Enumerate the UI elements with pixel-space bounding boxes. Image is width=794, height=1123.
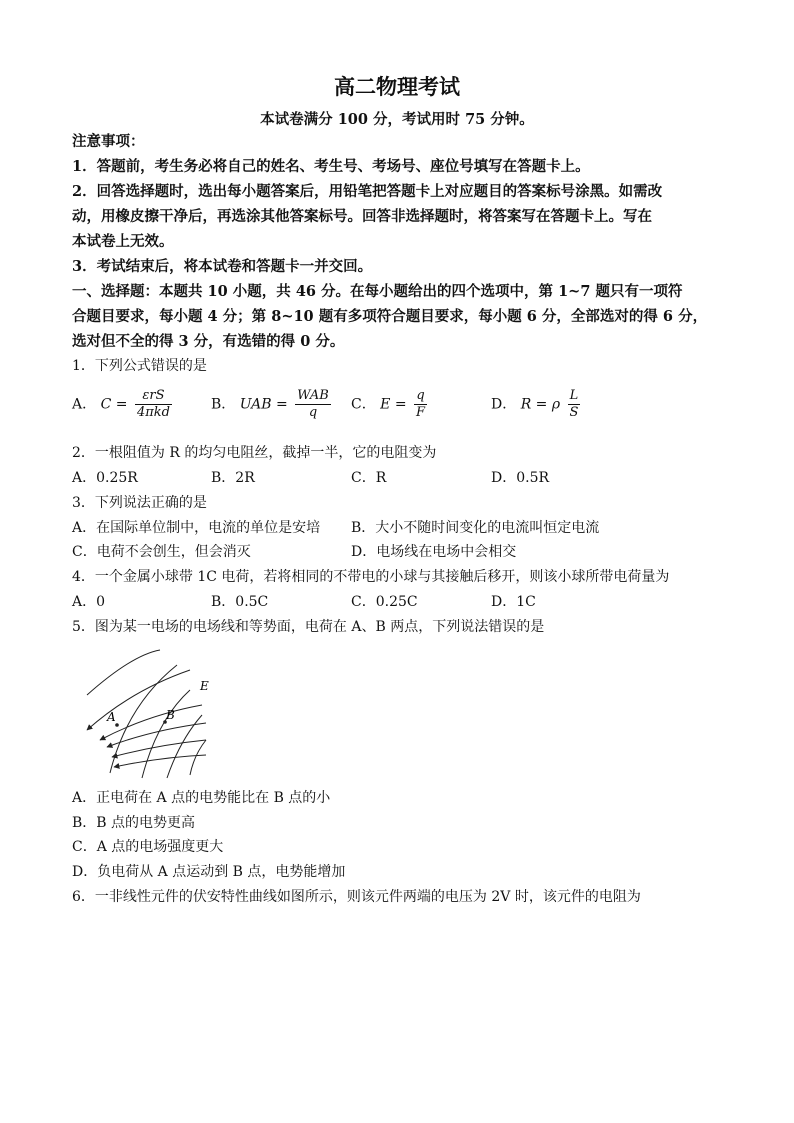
exam-subtitle: 本试卷满分 100 分，考试用时 75 分钟。 <box>260 111 534 128</box>
equipotential-line <box>190 740 206 775</box>
option-b: B．0.5C <box>211 594 269 610</box>
option-a: A．正电荷在 A 点的电势能比在 B 点的小 <box>72 790 331 806</box>
question-stem: 4．一个金属小球带 1C 电荷，若将相同的不带电的小球与其接触后移开，则该小球所带电荷量为 <box>72 569 670 585</box>
formula-lhs: C = <box>100 396 128 413</box>
field-line <box>112 740 206 757</box>
notice-item: 本试卷上无效。 <box>72 233 174 250</box>
option-d: D．电场线在电场中会相交 <box>351 544 517 560</box>
label-a: A <box>107 710 116 724</box>
equipotential-line <box>87 650 160 695</box>
notice-item: 2．回答选择题时，选出每小题答案后，用铅笔把答题卡上对应题目的答案标号涂黑。如需改 <box>72 183 663 200</box>
question-stem: 2．一根阻值为 R 的均匀电阻丝，截掉一半，它的电阻变为 <box>72 445 437 461</box>
formula-fraction: $\frac{\text{WAB}}{q}$ <box>297 388 329 420</box>
question-stem: 3．下列说法正确的是 <box>72 495 207 511</box>
option-a: A．0 <box>72 594 106 610</box>
formula-fraction: $\frac{\text{εrS}}{\text{4πkd}}$ <box>136 388 170 420</box>
option-c: C．0.25C <box>351 594 418 610</box>
question-stem: 1．下列公式错误的是 <box>72 358 207 374</box>
option-b: B．B 点的电势更高 <box>72 815 196 831</box>
option-c: C． E = $\frac{q}{F}$ <box>351 388 426 420</box>
option-b: B．大小不随时间变化的电流叫恒定电流 <box>351 520 600 536</box>
option-d: D．0.5R <box>491 470 550 486</box>
option-a: A．在国际单位制中，电流的单位是安培 <box>72 520 321 536</box>
electric-field-figure <box>72 645 232 780</box>
formula-lhs: E = <box>380 396 407 413</box>
section-instructions: 选对但不全的得 3 分，有选错的得 0 分。 <box>72 333 345 350</box>
option-a: A．0.25R <box>72 470 138 486</box>
notice-heading: 注意事项： <box>72 133 145 150</box>
section-instructions: 一、选择题：本题共 10 小题，共 46 分。在每小题给出的四个选项中，第 1~7 题只有一项符 <box>72 283 683 300</box>
field-line <box>107 723 206 747</box>
notice-item: 3．考试结束后，将本试卷和答题卡一并交回。 <box>72 258 373 275</box>
option-b: B．2R <box>211 470 255 486</box>
formula-fraction: $\frac{q}{F}$ <box>416 388 426 420</box>
option-c: C．电荷不会创生，但会消灭 <box>72 544 251 560</box>
option-c: C．R <box>351 470 387 486</box>
label-b: B <box>166 708 175 722</box>
notice-item: 动，用橡皮擦干净后，再选涂其他答案标号。回答非选择题时，将答案写在答题卡上。写在 <box>72 208 652 225</box>
page-title: 高二物理考试 <box>334 74 460 99</box>
option-d: D． R = ρ $\frac{L}{S}$ <box>491 388 579 420</box>
option-c: C．A 点的电场强度更大 <box>72 839 224 855</box>
question-stem: 5．图为某一电场的电场线和等势面，电荷在 A、B 两点，下列说法错误的是 <box>72 619 545 635</box>
notice-item: 1．答题前，考生务必将自己的姓名、考生号、考场号、座位号填写在答题卡上。 <box>72 158 590 175</box>
formula-lhs: UAB = <box>239 396 288 413</box>
label-e: E <box>200 679 209 693</box>
question-stem: 6．一非线性元件的伏安特性曲线如图所示，则该元件两端的电压为 2V 时，该元件的电阻为 <box>72 889 641 905</box>
option-a: A． C = $\frac{\text{εrS}}{\text{4πkd}}$ <box>72 388 170 420</box>
formula-fraction: $\frac{L}{S}$ <box>569 388 579 420</box>
option-d: D．负电荷从 A 点运动到 B 点，电势能增加 <box>72 864 346 880</box>
option-d: D．1C <box>491 594 536 610</box>
option-b: B． UAB = $\frac{\text{WAB}}{q}$ <box>211 388 329 420</box>
formula-lhs: R = ρ <box>520 396 561 413</box>
section-instructions: 合题目要求，每小题 4 分；第 8~10 题有多项符合题目要求，每小题 6 分，全部选对的得 6 分， <box>72 308 708 325</box>
point-a-dot <box>115 723 119 727</box>
